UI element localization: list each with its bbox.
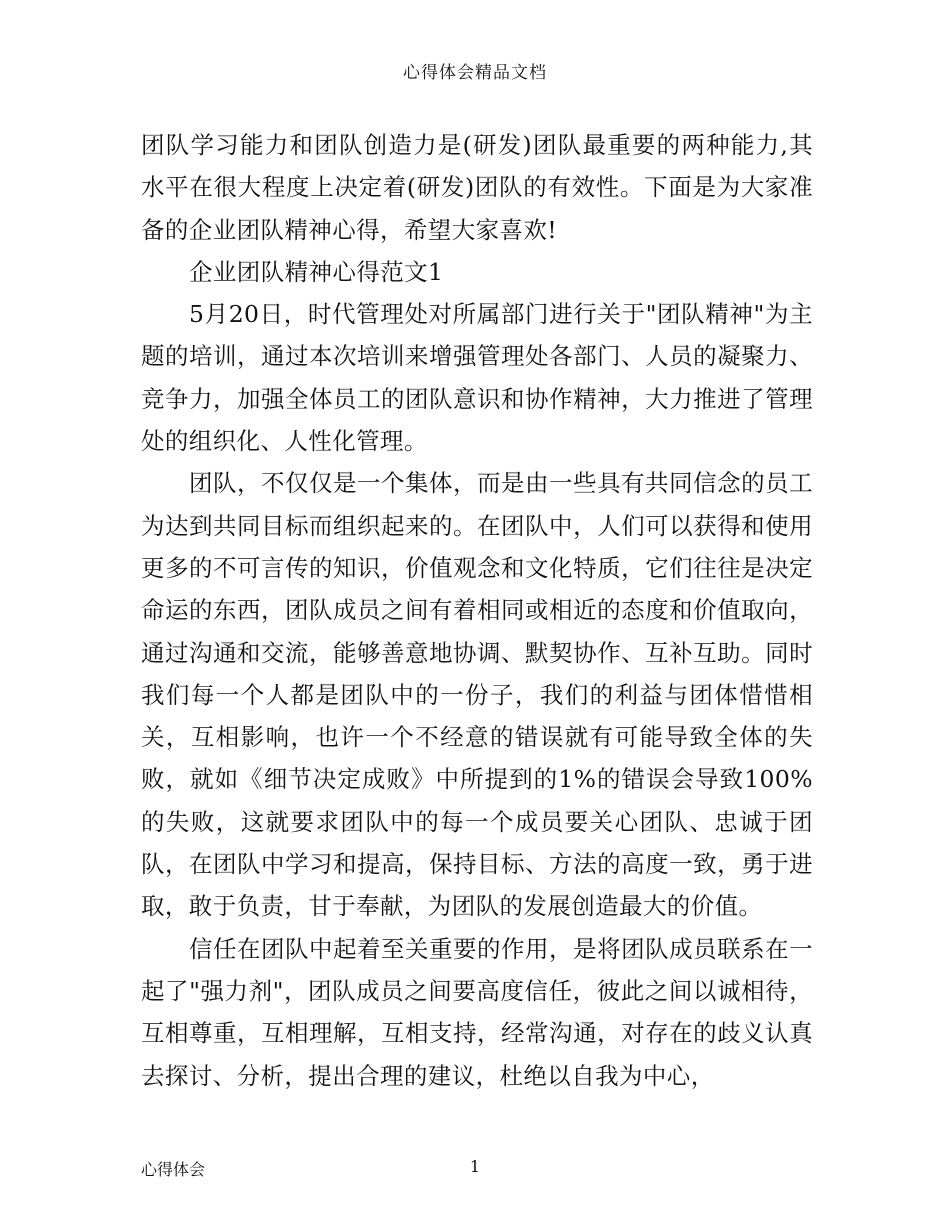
section-heading: 企业团队精神心得范文1 [189,257,444,286]
page-footer [0,1157,950,1181]
intro-paragraph: 团队学习能力和团队创造力是(研发)团队最重要的两种能力,其水平在很大程度上决定着(研发)团队的有效性。下面是为大家准备的企业团队精神心得，希望大家喜欢! [141,131,813,244]
page-header-title: 心得体会精品文档 [403,63,547,83]
footer-label: 心得体会 [141,1160,206,1179]
body-paragraph: 团队，不仅仅是一个集体，而是由一些具有共同信念的员工为达到共同目标而组织起来的。在团队中，人们可以获得和使用更多的不可言传的知识，价值观念和文化特质，它们往往是决定命运的东西，团队成员之间有着相同或相近的态度和价值取向，通过沟通和交流，能够善意地协调、默契协作、互补互助。同时我们每一个人都是团队中的一份子，我们的利益与团体惜惜相关，互相影响，也许一个不经意的错误就有可能导致全体的失败，就如《细节决定成败》中所提到的1%的错误会导致100%的失败，这就要求团队中的每一个成员要关心团队、忠诚于团队，在团队中学习和提高，保持目标、方法的高度一致，勇于进取，敢于负责，甘于奉献，为团队的发展创造最大的价值。 [141,469,813,921]
body-paragraph: 5月20日，时代管理处对所属部门进行关于"团队精神"为主题的培训，通过本次培训来增强管理处各部门、人员的凝聚力、竞争力，加强全体员工的团队意识和协作精神，大力推进了管理处的组织化、人性化管理。 [141,300,813,456]
body-paragraph: 信任在团队中起着至关重要的作用，是将团队成员联系在一起了"强力剂"，团队成员之间要高度信任，彼此之间以诚相待，互相尊重，互相理解，互相支持，经常沟通，对存在的歧义认真去探讨、分析，提出合理的建议，杜绝以自我为中心， [141,934,813,1090]
page-number: 1 [469,1157,481,1176]
document-body [141,124,813,1097]
